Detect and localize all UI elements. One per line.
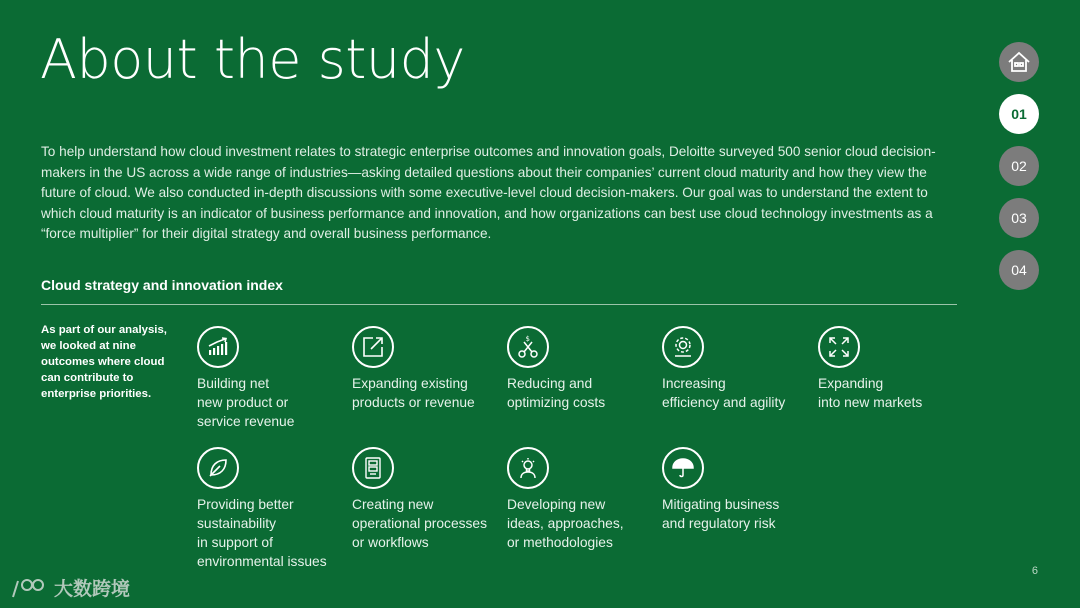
outcome-new-markets [818, 326, 968, 412]
lightbulb-person-icon [507, 447, 549, 489]
page-title: About the study [40, 28, 465, 91]
intro-paragraph: To help understand how cloud investment relates to strategic enterprise outcomes and innovation goals, Deloitte surveyed 500 senior cloud decision-makers in the US across a wide range of industries—asking detailed questions about their companies’ current cloud maturity and how they view the future of cloud. We also conducted in-depth discussions with some executive-level cloud decision-makers. Our goal was to understand the extent to which cloud maturity is an indicator of business performance and innovation, and how organizations can best use cloud technology investments as a “force multiplier” for their digital strategy and overall business performance. [41, 144, 936, 241]
section-heading: Cloud strategy and innovation index [41, 277, 283, 293]
workflow-icon [352, 447, 394, 489]
outcome-label: Increasing efficiency and agility [662, 376, 786, 410]
section-nav [999, 42, 1039, 302]
watermark-logo-icon [10, 575, 50, 601]
outcome-label: Reducing and optimizing costs [507, 376, 606, 410]
outcome-risk [662, 447, 812, 533]
leaf-icon [197, 447, 239, 489]
nav-item-04[interactable]: 04 [999, 250, 1039, 290]
nav-item-02[interactable]: 02 [999, 146, 1039, 186]
outcome-label: Building net new product or service revenue [197, 376, 295, 429]
outcome-label: Developing new ideas, approaches, or methodologies [507, 497, 624, 550]
outcome-label: Expanding existing products or revenue [352, 376, 475, 410]
side-note: As part of our analysis, we looked at nine outcomes where cloud can contribute to enterprise priorities. [41, 324, 167, 400]
outcome-efficiency [662, 326, 812, 412]
outcome-label: Providing better sustainability in support of environmental issues [197, 497, 327, 569]
nav-item-01[interactable]: 01 [999, 94, 1039, 134]
section-divider [41, 304, 957, 305]
outcome-label: Creating new operational processes or workflows [352, 497, 487, 550]
outcome-label: Expanding into new markets [818, 376, 923, 410]
page-number: 6 [1031, 565, 1038, 577]
gear-icon [662, 326, 704, 368]
home-icon [1006, 49, 1032, 75]
outcome-building-revenue [197, 326, 347, 431]
outcome-expanding-products [352, 326, 502, 412]
nav-item-03[interactable]: 03 [999, 198, 1039, 238]
outcome-sustainability [197, 447, 347, 571]
expand-arrow-icon [352, 326, 394, 368]
watermark [10, 574, 130, 601]
watermark-text: 大数跨境 [54, 579, 131, 600]
expand-corners-icon [818, 326, 860, 368]
home-button[interactable] [999, 42, 1039, 82]
outcome-label: Mitigating business and regulatory risk [662, 497, 780, 531]
umbrella-icon [662, 447, 704, 489]
outcome-processes [352, 447, 502, 552]
scissors-dollar-icon [507, 326, 549, 368]
outcome-ideas [507, 447, 657, 552]
chart-growth-icon [197, 326, 239, 368]
outcome-reducing-costs [507, 326, 657, 412]
svg-text:$: $ [525, 335, 530, 343]
